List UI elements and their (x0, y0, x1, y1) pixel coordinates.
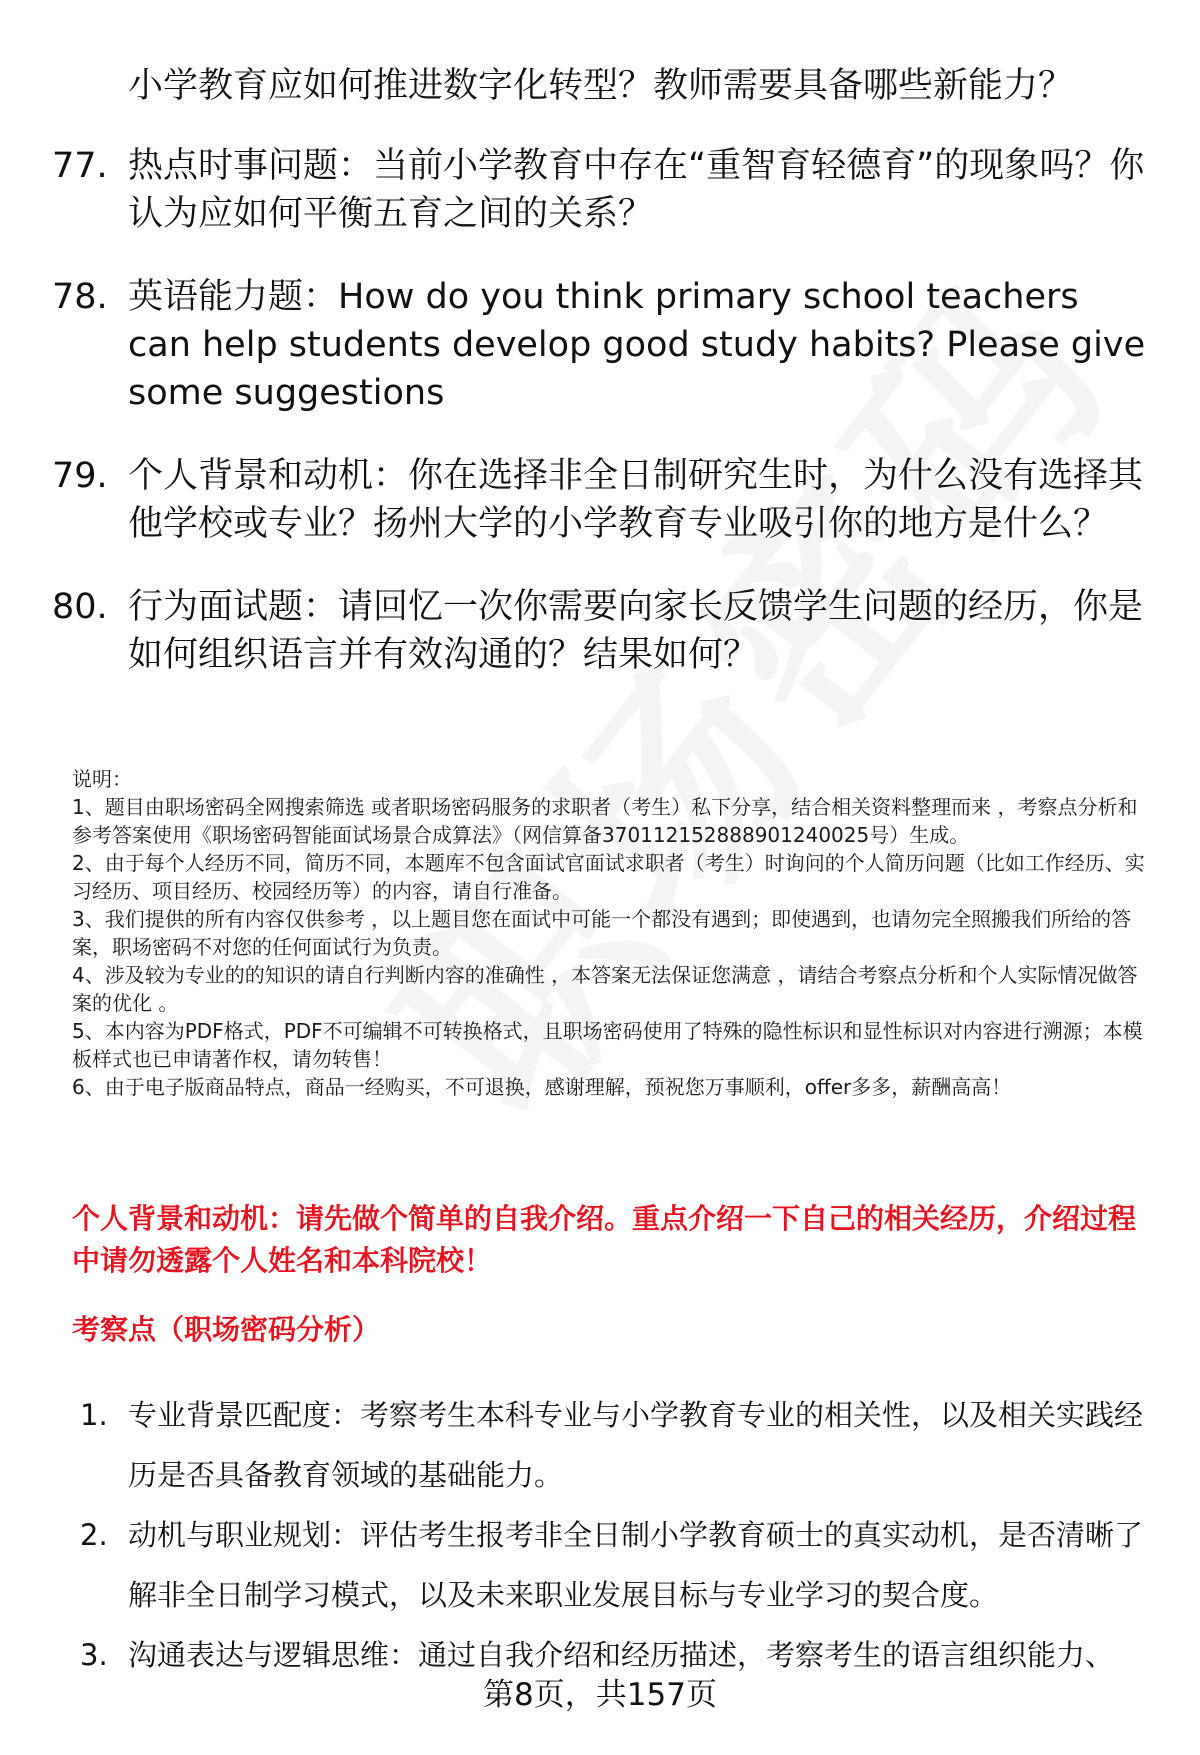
notes-title: 说明： (72, 767, 132, 791)
question-text: 热点时事问题：当前小学教育中存在“重智育轻德育”的现象吗？你认为应如何平衡五育之间的关系？ (128, 146, 1145, 234)
question-text: 英语能力题：How do you think primary school teachers can help students develop good study habits? Please give some suggestions (128, 277, 1146, 413)
point-text: 沟通表达与逻辑思维：通过自我介绍和经历描述，考察考生的语言组织能力、 (128, 1638, 1115, 1672)
disclaimer-notes (72, 765, 1157, 1101)
question-item (52, 142, 1152, 238)
note-item: 3、我们提供的所有内容仅供参考 ，以上题目您在面试中可能一个都没有遇到；即使遇到，也请勿完全照搬我们所给的答案，职场密码不对您的任何面试行为负责。 (72, 907, 1132, 959)
point-item (80, 1385, 1160, 1505)
note-item: 6、由于电子版商品特点，商品一经购买，不可退换，感谢理解，预祝您万事顺利，offer多多，薪酬高高！ (72, 1075, 1012, 1099)
question-number: 77. (52, 146, 108, 186)
question-list (52, 142, 1152, 714)
note-item: 2、由于每个人经历不同，简历不同，本题库不包含面试官面试求职者（考生）时询问的个人简历问题（比如工作经历、实习经历、项目经历、校园经历等）的内容，请自行准备。 (72, 851, 1145, 903)
question-number: 78. (52, 277, 108, 317)
question-text: 个人背景和动机：你在选择非全日制研究生时，为什么没有选择其他学校或专业？扬州大学的小学教育专业吸引你的地方是什么？ (128, 456, 1144, 544)
note-item: 4、涉及较为专业的的知识的请自行判断内容的准确性 ，本答案无法保证您满意 ，请结合考察点分析和个人实际情况做答案的优化 。 (72, 963, 1138, 1015)
question-continuation: 小学教育应如何推进数字化转型？教师需要具备哪些新能力？ (128, 66, 1074, 106)
point-number: 1. (80, 1398, 108, 1432)
point-text: 专业背景匹配度：考察考生本科专业与小学教育专业的相关性，以及相关实践经历是否具备教育领域的基础能力。 (128, 1398, 1144, 1492)
section-title: 考察点（职场密码分析） (72, 1313, 381, 1346)
point-item (80, 1505, 1160, 1625)
evaluation-points (80, 1385, 1160, 1685)
question-item (52, 452, 1152, 548)
question-number: 79. (52, 456, 108, 496)
question-text: 行为面试题：请回忆一次你需要向家长反馈学生问题的经历，你是如何组织语言并有效沟通的？结果如何？ (128, 587, 1144, 675)
point-number: 3. (80, 1638, 108, 1672)
question-item (52, 273, 1152, 417)
page-footer: 第8页，共157页 (483, 1677, 717, 1713)
interview-question-heading: 个人背景和动机：请先做个简单的自我介绍。重点介绍一下自己的相关经历，介绍过程中请勿透露个人姓名和本科院校！ (72, 1202, 1137, 1277)
point-text: 动机与职业规划：评估考生报考非全日制小学教育硕士的真实动机，是否清晰了解非全日制学习模式，以及未来职业发展目标与专业学习的契合度。 (128, 1518, 1144, 1612)
question-item (52, 583, 1152, 679)
note-item: 1、题目由职场密码全网搜索筛选 或者职场密码服务的求职者（考生）私下分享，结合相关资料整理而来 ，考察点分析和参考答案使用《职场密码智能面试场景合成算法》（网信算备370112152888901240025号）生成。 (72, 795, 1138, 847)
point-number: 2. (80, 1518, 108, 1552)
question-number: 80. (52, 587, 108, 627)
note-item: 5、本内容为PDF格式，PDF不可编辑不可转换格式，且职场密码使用了特殊的隐性标识和显性标识对内容进行溯源；本模板样式也已申请著作权，请勿转售！ (72, 1019, 1143, 1071)
